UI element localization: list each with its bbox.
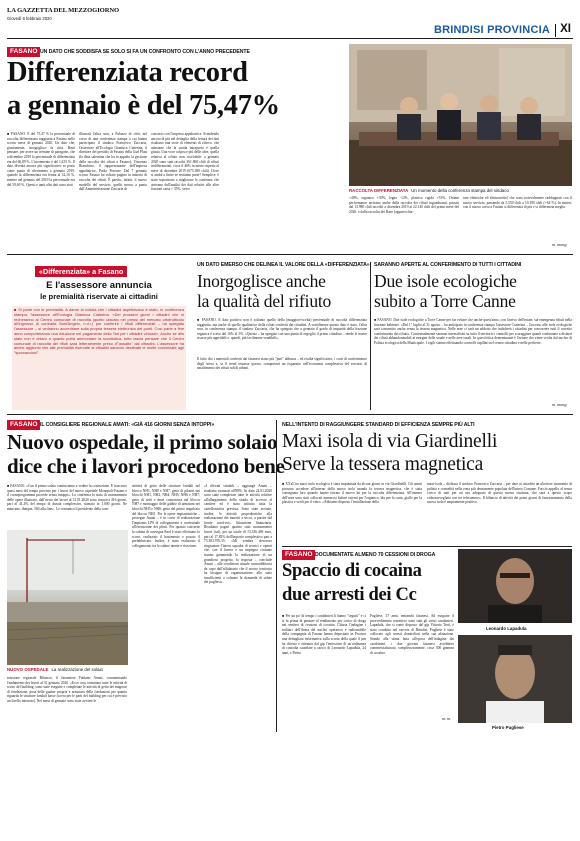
article2-body-col2: Il fatto che i materiali conferiti dai fasanesi siano più "puri" abbassa – ed risulta significativo, i costi di conferimento degli stessi e, se il trend restasse questo, comporterà un risparmio nell'economia complessiva del servizio di smaltimento dei rifiuti solidi urbani. <box>197 357 367 371</box>
page-number: XI <box>560 23 571 35</box>
suspect-photo-lapadula <box>458 549 572 623</box>
suspect-caption-lapadula: Leonardo Lapadula <box>486 626 527 631</box>
article4-body-col4: «I rilevati stradali – aggiunge Amati – risultano avanzati all'88%. In data 24.01.2020 sono state completate tutte le attività relative all'allargamento della strada di accesso al cantiere ed è stata istituita tutta la cartellonistica prevista. Sono state avviate, inoltre, le attività propedeutiche alla realizzazione dei muretti a secco, a partire dal fronte nord-est». Situazione finanziaria. Risultano pagati quattro stati avanzamento lavori (sal), per un totale di 13.336.469 euro, pari al 17,82% dell'importo complessivo pari a 73.383.976,35. «Mi sembra doveroso ringraziare l'intera squadra di tecnici e operai che, con il lavoro e un impegno costante stanno garantendo la realizzazione di un grandioso progetto, la risposta – conclude Amati – alle condizioni attuale contraddittoria da capo dall'affidatario che il nostro territorio ha bisogno di organizzazione, allo stato insufficienti a colmare la domanda di salute dei pugliesi». <box>204 484 272 585</box>
article6-headline-line2: due arresti dei Cc <box>282 585 417 605</box>
article1-body-col3: concerto con l'impresa appaltatrice. Scendendo ancora di più nel dettaglio della lettura dei dati risultano una serie di elementi di rilievo, che attestano che la strada intrapresa è quella giusta. Una voce colpisce più delle altre, quella relativa al rifiuto non riciclabile: a gennaio 2020 sono stati raccolti 361.860 chili di rifiuti indifferenziati, circa il 46% in meno rispetto al mese di dicembre 2019 (675.380 chili). Dove si andrà a finire se restiamo parte? Semplice: è stato soprattutto a migliorare le conferme che arrivano dall'analisi dei dati relativi alle altre frazioni carta + 35%, vetro <box>151 132 219 192</box>
article1-photo-caption <box>349 188 509 193</box>
article6-headline-line1: Spaccio di cocaina <box>282 561 422 581</box>
article4-headline-line1: Nuovo ospedale, il primo solaio <box>7 430 278 454</box>
rule-before-article6 <box>282 546 572 547</box>
article4-photo-caption-text: La realizzazione del solaio <box>51 667 103 672</box>
article2-kicker: UN DATO EMERSO CHE DELINEA IL VALORE DELLA «DIFFERENZIATA» <box>197 262 370 268</box>
rule-after-article1 <box>7 254 573 255</box>
article5-body-col2: maxi-isola – dichiara il sindaco Francesco Zaccaria – per dare ai cittadini un ulteriore strumento di pulizia e comodità nella zona più densamente popolata dell'intero Comune. Faccio appello al senso civico di tutti per un uso adeguato di questa nuova struttura, che sarà a questo scopo videosorvegliata con tre telecamere». Il bilancio di attività dei primi giorni di funzionamento della nuova isola è ampiamente positivo. <box>427 482 572 505</box>
article1-headline-line2: a gennaio è del 75,47% <box>7 90 280 121</box>
article1-location-tag: FASANO <box>7 47 40 57</box>
article6-body-col1: ■ Per un po' di tempo i carabinieri li hanno "seguiti" e ci si fa prima di pensare al rendimento per carico di droga nei sentieri di cessioni di cocaina. Chiusa l'indagine i militari dell'Arma del nucleo operativo e radiomobile della compagnia di Fasano hanno depositato in Procura una dettagliata informativa sulla scorta della quale il pm ha chiesto e ottenuto dal gip l'emissione di un'ordinanza di custodia cautelare a carico di Leonardo Lapadula, 24 anni, e Pietro <box>282 614 366 655</box>
suspect-photo-pugliese <box>458 635 572 723</box>
sidebar-box <box>7 262 191 412</box>
article3-signature: m. mong. <box>552 402 568 407</box>
article4-location-tag: FASANO <box>7 420 40 430</box>
article3-kicker: SARANNO APERTE AL CONFERIMENTO DI TUTTI I CITTADINI <box>374 262 522 268</box>
article2-headline-line1: Inorgoglisce anche <box>197 271 326 291</box>
page-number-divider <box>555 24 556 37</box>
rule-between-article4-article5 <box>276 420 277 732</box>
article1-body-col2: illustrati l'altra sera, a Palazzo di città, nel corso di una conferenza stampa a cui hanno partecipato il sindaco Francesco Zaccaria, l'assessore all'Ecologia Gianluca Ciaterina, il direttore del presidio di Fasano della Gial Plast (la ditta salentina che ha in appalto la gestione della raccolta dei rifiuti a Fasano), Vincenzo Bianchino, il rappresentante dell'impresa appaltatrice, Paolo Perrone. Dal 7 gennaio scorso Fasano ha voltato pagina in materia di raccolta dei rifiuti. È partito, infatti, il nuovo modello del servizio, quello messo a punto dall'Amministrazione Zaccaria di <box>79 132 147 192</box>
article5-body-col1: ■ XXxL'na maxi isola ecologica è stata impiantata da alcuni giorni in via Giardinelli. Gli utenti possono accedere all'interno della nuova isola usando la tessera magnetica, che è stata consegnata loro quando hanno ritirato il nuovo kit per la raccolta differenziata. All'interno dell'area sono stati collocati numerosi bidoni esterni per l'organico, blu per la carta, giallo per la plastica e verdi per il vetro. «Abbiamo disposto l'installazione della <box>282 482 422 505</box>
rule-between-article2-article3 <box>370 262 371 410</box>
article4-photo-caption-label: NUOVO OSPEDALE <box>7 667 49 672</box>
article3-headline-line2: subito a Torre Canne <box>374 291 516 311</box>
article1-headline-line1: Differenziata record <box>7 57 248 88</box>
article4-body-col1: ■ FASANO. «Con il primo solaio cominciamo a vedere la costruzione. È trascorso quasi mesi del tempo previsto per i lavori del nuovo ospedale Monopoli-Fasano e il cronoprogramma procede senza intoppi». Lo conferma lo stato di avanzamento delle opere illustrato, dall'avvio dei lavori al 31.01.2020 sono trascorsi 416 giorni, pari al 41,4% del tempo di durata complessivo, stimato in 1.000 giorni. Ne mancano, dunque, 584 alla fine». Lo comunica il presidente della com- <box>7 484 127 511</box>
article1-body-col4: +40%, organico +30%, legno -12%, plastica rigida +53%. Ottime performance arrivano anche dalla raccolta dei rifiuti ingombranti, passati dal 13.980 chili raccolti a dicembre 2019 ai 22.140 chili del primo mese del 2020, e dalla raccolta dei Raee (apparecchia- <box>349 196 459 214</box>
article6-body-col2: Pugliese, 37 anni, entrambi fasanesi. Ad eseguire il provvedimento restrittivo sono stati gli stessi carabinieri. Lapadula, che si come disposto dal gip Vittorio Testi, è stato condotto nel carcere di Brindisi, Pugliese è stato collocato agli arresti domiciliari nella sua abitazione. Stando alla stima fatta all'epoca dell'indagine dai carabinieri, i due giovani fasanesi avrebbero commercializzato, complessivamente, circa 300 grammi di cocaina. <box>370 614 454 655</box>
article1-body-col5: ture elettriche ed elettroniche) che sono notevolmente raddoppiati con il nuovo servizio, passando da 5.550 chili a 10.390 chili (+64 %). In sintesi, con il nuovo corso a Fasano si differenzia di più e si differenzia meglio. <box>463 196 572 210</box>
article1-body-col1: ■ FASANO. È del 75,47 % la percentuale di raccolta differenziata raggiunta a Fasano nello scorso mese di gennaio 2020. Un dato che, giustamente, inorgoglisce la città. Basti pensare, per avere un termine di paragone, che a dicembre 2019 la percentuale di differenziata era del 66,89 %. L'incremento è del 14,55 %. Il dato diventa ancora più significativo se posto come punto di riferimento a gennaio 2019, quando la differenziata era ferma al 32,10 %, mentre nel gennaio del 2019 la percentuale era del 59,69 %. Questi e tanti altri dati sono stati <box>7 132 75 187</box>
masthead <box>7 6 573 36</box>
article1-kicker: UN DATO CHE SODDISFA SE SOLO SI FA UN CONFRONTO CON L'ANNO PRECEDENTE <box>40 49 250 55</box>
article4-kicker: IL CONSIGLIERE REGIONALE AMATI: «GIÀ 416 GIORNI SENZA INTOPPI» <box>40 422 215 428</box>
section-title: BRINDISI PROVINCIA <box>433 24 550 36</box>
rule-after-section2 <box>7 414 573 415</box>
suspect-portrait-2 <box>458 635 572 723</box>
masthead-rule <box>7 38 573 39</box>
article1-photo-caption-text: Un momento della conferenza stampa del sindaco <box>411 188 509 193</box>
press-conference-illustration <box>349 44 572 186</box>
sidebar-tag: «Differenziata» a Fasano <box>35 266 127 277</box>
hospital-construction-illustration <box>7 530 128 665</box>
article4-body-col3: missione regionale Bilancio, il finanziere Fabiano Amati, commentando l'andamento dei lavori al 31 gennaio 2020. «Ecco ora» terminato tutte le attività di scavo del building, sono state eseguite e completate le attività di getto dei magroni di fondazione, posa delle guaine proprie e armatura delle fondazioni per quanto riguarda le strutture fondali basse (sovra per le parti del building per cui è previsto un livello interrato). Nel mese di gennaio sono state avviate le <box>7 676 127 703</box>
article5-headline-line1: Maxi isola di via Giardinelli <box>282 431 498 452</box>
sidebar-title-line2: le premialità riservate ai cittadini <box>40 292 158 301</box>
article3-body: ■ FASANO. Due isole ecologiche a Torre Canne per far evitare che anche quest'anno, con l'arrivo dell'estate, sia emergenza rifiuti nella frazione balneare. «Dal 1° luglio al 31 agosto – ha anticipato in conferenza stampa l'assessore Ciaterina – l'accesso alle isole ecologiche sarà consentito anche senza la tessera magnetica. Nelle aree ci sarà un addetto che indicherà i cittadini per concorrere tutti il corretto conferimento dei rifiuti». Contestualmente saranno intensificati su tutto il territorio i controlli per scoraggiare quanti continuano a disfarsi dei rifiuti abbandonandoli ai margini delle strade e nelle aree rurali. In quest'ottica determinante è l'azione che viene svolta dal nucleo di Polizia ecologica della Municipale. I vigili stanno effettuando controlli capillari nel centro cittadino e nelle periferie. <box>374 318 572 345</box>
article4-photo-caption <box>7 667 103 672</box>
article3-headline-line1: Due isole ecologiche <box>374 271 517 291</box>
article6-location-tag: FASANO <box>282 550 315 560</box>
article5-kicker: NELL'INTENTO DI RAGGIUNGERE STANDARD DI EFFICIENZA SEMPRE PIÙ ALTI <box>282 422 475 428</box>
article2-headline-line2: la qualità del rifiuto <box>197 291 332 311</box>
hospital-construction-photo <box>7 530 128 665</box>
issue-date: Giovedì 6 febbraio 2020 <box>7 16 52 21</box>
article6-kicker: DOCUMENTATE ALMENO 70 CESSIONI DI DROGA <box>315 552 436 558</box>
article4-headline-line2: dice che i lavori procedono bene <box>7 454 285 478</box>
sidebar-body: ■ Si parte con le premialità. A darne la notizia che i cittadini aspettavano è stato, in conferenza stampa, l'assessore all'Ecologia Gianluca Ciaterina. «Dei prossimi giorni i cittadini che si recheranno al Centro comunale di raccolta (quello ubicato nei pressi del mercato ortofrutticolo all'ingrosso di contrada Sant'Angelo, n.d.r.) per conferire i rifiuti differenziati – ha spiegato l'assessore – si vedranno accreditare sulla propria tessera elettronica dei punti. Così parte a fine anno comporteranno una riduzione nel pagamento della Tari per i cittadini virtuosi». Anche se allo stato non è chiaro a quanto potrà ammontare la scontistica, tutto lascia pensare che il Centro comunale di raccolta dei rifiuti sarà letteralmente preso d'"assalto" dai cittadini. L'assessore ha anche aggiunto che alle premialità riservate ai cittadini saranno destinate le multe comminate agli "sporcaccioni". <box>12 306 186 410</box>
suspect-caption-pugliese: Pietro Pugliese <box>492 725 524 730</box>
article4-body-col2: attività di getto delle strutture fondali nel blocco NH1, NH8 e NH7, getto di pilastri nei blocchi NH1, NH2, NH4, NH5, NH6 e NH7; getto di setti e muri controterra nel blocco NH7 e montaggio delle gabbie di armatura nei blocchi NH5 e NH6; getto del primo impalcato del blocco NH1. Per le opere impiantistiche – proseguе Amati – è in corso di realizzazione l'impianto LPS di collegamento e contestuale all'esecuzione dei plinti. Per quanto concerne la cabina di consegna Enel è stato effettuato lo scavo, realizzato il basamento e posato il prefabbricato. Inoltre, è stato realizzato il collegamento tra le cabine utente e ricezione. <box>132 484 200 548</box>
article1-signature: m. mong. <box>552 242 568 247</box>
article5-headline-line2: Serve la tessera magnetica <box>282 454 484 475</box>
sidebar-title-line1: E l'assessore annuncia <box>46 280 152 291</box>
press-conference-photo <box>349 44 572 186</box>
article2-body-col1: ■ FASANO. E dato positivo non è soltanto quello della (maggiore/scelta) percentuale di raccolta differenziata raggiunta, ma anche di quello qualitativo della rifiuti conferiti dai cittadini. A sottolineare questo dato è stato, l'altra sera, in conferenza stampa, il sindaco Zaccaria, che ha spiegato che a gennaio il grado di impurità della frazione organica è sceso dal 16% al 5%. «Questo – ha spiegato con una punta di orgoglio il primo cittadino – rende le nostre risorse più appetibili e, quindi, più facilmente vendibili». <box>197 318 367 341</box>
article1-photo-caption-label: RACCOLTA DIFFERENZIATA <box>349 188 409 193</box>
article6-signature: m. m. <box>442 716 452 721</box>
suspect-portrait-1 <box>458 549 572 623</box>
newspaper-logo: LA GAZZETTA DEL MEZZOGIORNO <box>7 7 120 14</box>
